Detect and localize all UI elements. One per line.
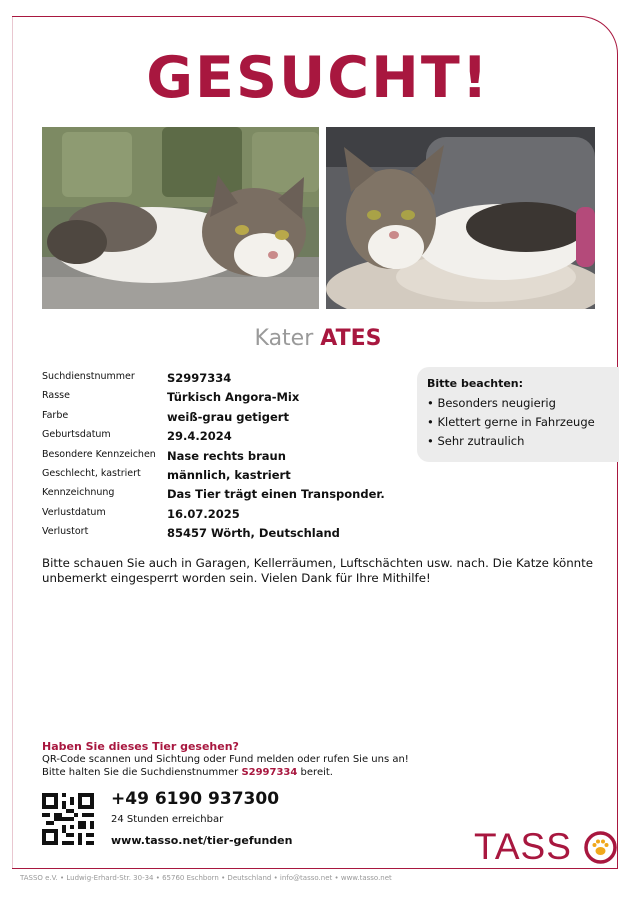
poster-title: GESUCHT! bbox=[146, 45, 490, 111]
detail-value: S2997334 bbox=[167, 371, 232, 385]
detail-label: Verlustdatum bbox=[42, 506, 106, 518]
detail-value: Nase rechts braun bbox=[167, 448, 286, 463]
notice-item: • Sehr zutraulich bbox=[427, 434, 525, 448]
detail-value: 85457 Wörth, Deutschland bbox=[167, 526, 340, 541]
search-number: S2997334 bbox=[241, 767, 298, 778]
detail-value: männlich, kastriert bbox=[167, 467, 291, 482]
detail-value: 29.4.2024 bbox=[167, 429, 232, 444]
description: Bitte schauen Sie auch in Garagen, Kellerräumen, Luftschächten usw. nach. Die Katze könnte unbemerkt eingesperrt worden sein. Vielen Dank für Ihre Mithilfe! bbox=[42, 556, 594, 585]
notice-title: Bitte beachten: bbox=[427, 377, 524, 390]
detail-value: Das Tier trägt einen Transponder. bbox=[167, 487, 385, 502]
notice-item-text: Sehr zutraulich bbox=[437, 434, 525, 448]
detail-label: Kennzeichnung bbox=[42, 487, 115, 499]
detail-value: weiß-grau getigert bbox=[167, 409, 289, 424]
detail-label: Geburtsdatum bbox=[42, 429, 111, 441]
detail-label: Verlustort bbox=[42, 526, 89, 538]
availability: 24 Stunden erreichbar bbox=[111, 814, 224, 825]
notice-box bbox=[417, 367, 619, 462]
detail-label: Geschlecht, kastriert bbox=[42, 467, 141, 479]
seen-line-2-post: bereit. bbox=[300, 767, 333, 778]
animal-callname: ATES bbox=[320, 326, 382, 351]
report-link[interactable]: www.tasso.net/tier-gefunden bbox=[111, 834, 293, 847]
cat-photo-2 bbox=[326, 127, 595, 309]
seen-line-1: QR-Code scannen und Sichtung oder Fund melden oder rufen Sie uns an! bbox=[42, 754, 409, 765]
detail-label: Farbe bbox=[42, 409, 69, 421]
seen-instructions bbox=[42, 753, 512, 779]
detail-label: Besondere Kennzeichen bbox=[42, 448, 156, 460]
seen-line-2 bbox=[42, 766, 512, 779]
detail-label: Rasse bbox=[42, 390, 70, 402]
detail-value: Türkisch Angora-Mix bbox=[167, 390, 300, 405]
notice-item: • Klettert gerne in Fahrzeuge bbox=[427, 415, 595, 429]
footer-address: TASSO e.V. • Ludwig-Erhard-Str. 30-34 • 65760 Eschborn • Deutschland • info@tasso.net • www.tasso.net bbox=[20, 874, 392, 882]
animal-name bbox=[0, 326, 636, 351]
notice-item-text: Besonders neugierig bbox=[437, 396, 556, 410]
phone-number[interactable]: +49 6190 937300 bbox=[111, 789, 280, 809]
qr-code-icon[interactable] bbox=[42, 793, 94, 845]
paw-o-icon bbox=[583, 830, 618, 865]
animal-type: Kater bbox=[254, 326, 314, 351]
detail-value: 16.07.2025 bbox=[167, 506, 240, 521]
cat-photo-1 bbox=[42, 127, 319, 309]
detail-label: Suchdienstnummer bbox=[42, 371, 135, 382]
seen-line-2-pre: Bitte halten Sie die Suchdienstnummer bbox=[42, 767, 239, 778]
notice-item: • Besonders neugierig bbox=[427, 396, 556, 410]
notice-item-text: Klettert gerne in Fahrzeuge bbox=[437, 415, 595, 429]
tasso-logo: TASS bbox=[474, 826, 572, 867]
seen-question: Haben Sie dieses Tier gesehen? bbox=[42, 740, 239, 753]
